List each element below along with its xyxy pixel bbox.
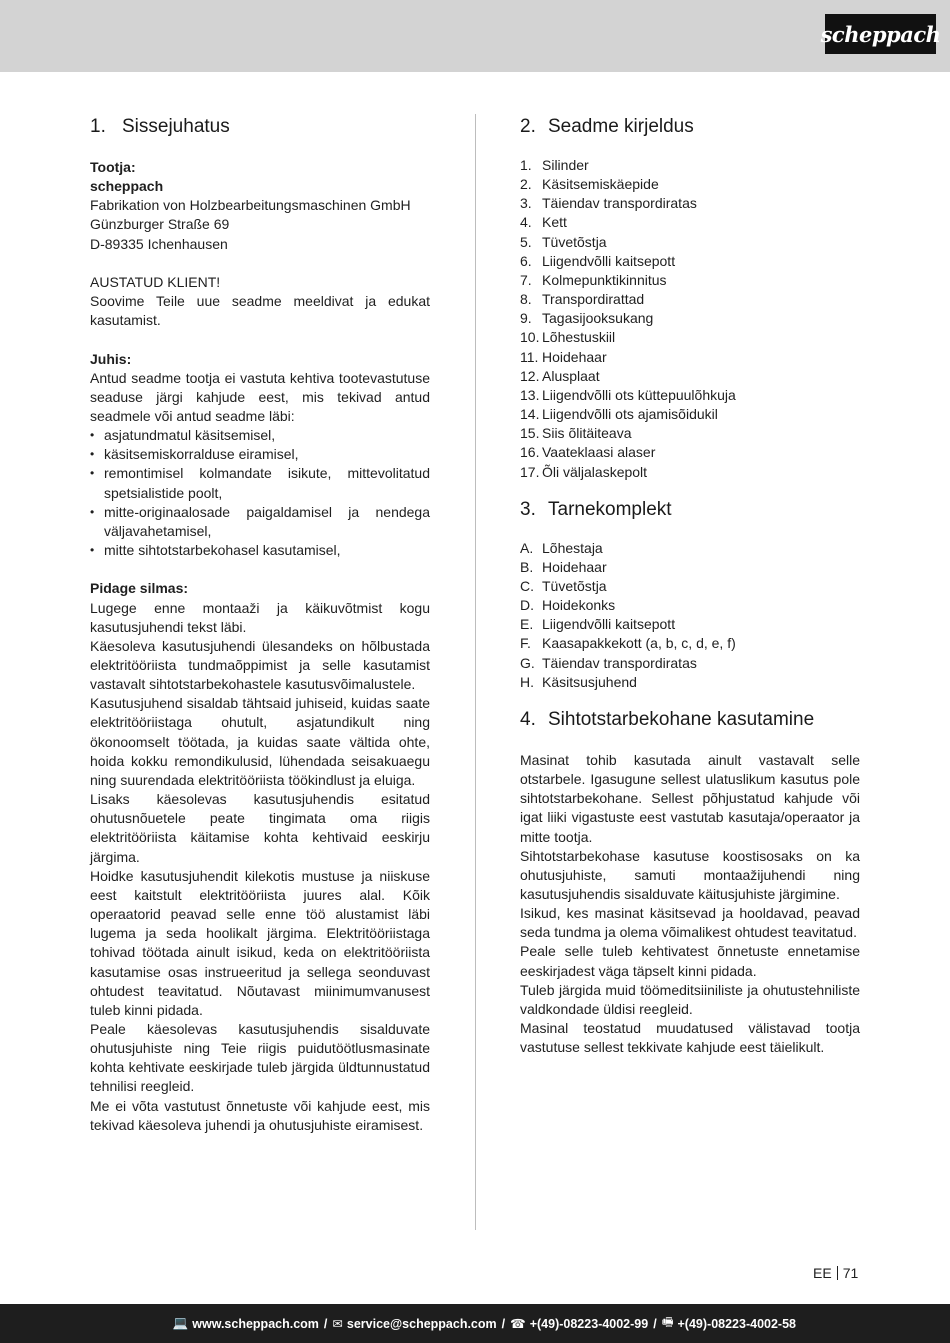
fax-icon: 🖷 xyxy=(661,1315,674,1329)
usage-paragraph: Masinat tohib kasutada ainult vastavalt selle otstarbele. Igasugune sellest ulatuslikum kasutus pole sihtotstarbekohane. Sellest põhjustatud kahjude või igat liiki vigastuste eest vastutab kasutaja/operaator ja mitte tootja. xyxy=(520,751,860,845)
observe-paragraph: Käesoleva kasutusjuhendi ülesandeks on hõlbustada elektritööriista tundmaõppimist ja selle kasutamist vastavalt sihtotstarbekohastele kasutusvõimalustele. xyxy=(90,637,430,693)
right-column xyxy=(520,116,860,1057)
scheppach-logo: scheppach xyxy=(825,14,936,54)
observe-paragraph: Me ei võta vastutust õnnetuste või kahjude eest, mis tekivad käesoleva juhendi ja ohutusjuhiste eiramisest. xyxy=(90,1097,430,1133)
list-item-number: H. xyxy=(520,673,534,690)
list-item xyxy=(520,175,860,194)
usage-paragraph: Peale selle tuleb kehtivatest õnnetuste ennetamise eeskirjadest väga täpselt kinni pidada. xyxy=(520,943,860,979)
section-4-heading xyxy=(520,709,860,731)
list-item-number: 6. xyxy=(520,252,532,269)
section-3-heading xyxy=(520,499,860,521)
list-item-text: Liigendvõlli kaitsepott xyxy=(542,616,676,633)
list-item-number: E. xyxy=(520,616,534,633)
section-title: Sihtotstarbekohane kasutamine xyxy=(548,708,815,730)
list-item-text: Lõhestaja xyxy=(542,539,603,556)
list-item-number: D. xyxy=(520,597,534,614)
list-item: • mitte sihtotstarbekohasel kasutamisel, xyxy=(90,541,430,560)
list-item-text: Kett xyxy=(542,214,567,231)
footer-separator: / xyxy=(653,1316,657,1331)
observe-paragraph: Hoidke kasutusjuhendit kilekotis mustuse ja niiskuse eest kaitstult elektritööriista juures alal. Kõik operaatorid peavad selle enne töö alustamist läbi lugema ja seda hoolikalt järgima. Elektritööriistaga tohivad töötada ainult isikud, keda on elektritööriista kasutamise osas instrueeritud ja sellega seonduvast ohtudest teavitatud. Nõutavast miinimumvanusest tuleb kinni pidada. xyxy=(90,867,430,1018)
list-item-text: Liigendvõlli ots ajamisõidukil xyxy=(542,406,718,423)
list-item xyxy=(520,405,860,424)
list-item-text: Alusplaat xyxy=(542,367,600,384)
list-item xyxy=(520,654,860,673)
list-item-text: Käsitsusjuhend xyxy=(542,673,637,690)
computer-icon: 💻 xyxy=(172,1316,189,1330)
section-number: 4. xyxy=(520,708,536,730)
note-text: Antud seadme tootja ei vastuta kehtiva tootevastutuse seaduse järgi kahjude eest, mis tekivad antud seadmele või antud seadme läbi: xyxy=(90,369,430,424)
greeting-text: Soovime Teile uue seadme meeldivat ja edukat kasutamist. xyxy=(90,293,430,329)
list-item-text: Transpordirattad xyxy=(542,291,645,308)
list-item-number: G. xyxy=(520,654,535,671)
list-item-number: 14. xyxy=(520,406,540,423)
list-item-text: Täiendav transpordiratas xyxy=(542,195,697,212)
list-item xyxy=(520,348,860,367)
list-item-number: 4. xyxy=(520,214,532,231)
list-item-text: Liigendvõlli kaitsepott xyxy=(542,252,676,269)
footer-separator: / xyxy=(501,1316,506,1331)
section-1-heading xyxy=(90,116,430,138)
list-item-number: 15. xyxy=(520,425,540,442)
device-parts-list xyxy=(520,156,860,482)
section-number: 3. xyxy=(520,498,536,520)
observe-label: Pidage silmas: xyxy=(90,580,189,597)
address-line: D-89335 Ichenhausen xyxy=(90,235,228,252)
observe-paragraph: Peale käesolevas kasutusjuhendis sisalduvate ohutusjuhiste ning Teie riigis puidutöötlusmasinate kohta kehtivate eeskirjade tuleb järgida üldtunnustatud tehnilisi reegleid. xyxy=(90,1020,430,1095)
list-item-number: C. xyxy=(520,577,534,594)
address-line: Fabrikation von Holzbearbeitungsmaschinen GmbH xyxy=(90,197,411,214)
list-item-text: Tagasijooksukang xyxy=(542,310,654,327)
phone-icon: ☎ xyxy=(510,1317,526,1331)
observe-paragraph: Kasutusjuhend sisaldab tähtsaid juhiseid, kuidas saate elektritööriistaga ohutult, asjatundikult ning ökonoomselt töötada, ja kuidas saate vältida ohte, hoida kokku remondikulusid, lühendada seisakuaegu ning suurendada elektritööriista töökindlust ja eluiga. xyxy=(90,695,430,788)
language-code: EE xyxy=(813,1265,832,1281)
list-item-number: F. xyxy=(520,635,531,652)
list-item xyxy=(520,271,860,290)
manufacturer-name: scheppach xyxy=(90,178,164,195)
list-item-text: Tüvetõstja xyxy=(542,233,607,250)
footer-fax: +(49)-08223-4002-58 xyxy=(677,1316,796,1331)
list-item-number: 16. xyxy=(520,444,540,461)
list-item xyxy=(520,252,860,271)
list-item-number: 7. xyxy=(520,271,532,288)
list-item: • mitte-originaalosade paigaldamisel ja nendega väljavahetamisel, xyxy=(90,503,430,541)
list-item-number: 8. xyxy=(520,291,532,308)
list-item-number: 11. xyxy=(520,348,539,365)
list-item xyxy=(520,156,860,175)
list-item xyxy=(520,596,860,615)
list-item-number: 10. xyxy=(520,329,540,346)
usage-paragraph: Sihtotstarbekohase kasutuse koostisosaks on ka ohutusjuhiste, samuti montaažijuhendi ning kasutusjuhendis sisalduvate käitusjuhiste järgimine. xyxy=(520,847,860,902)
list-item-text: Hoidekonks xyxy=(542,597,616,614)
list-item-number: 1. xyxy=(520,157,532,173)
footer-website-link[interactable]: www.scheppach.com xyxy=(192,1316,319,1331)
section-number: 2. xyxy=(520,116,536,137)
list-item xyxy=(520,194,860,213)
section-title: Seadme kirjeldus xyxy=(548,116,694,137)
list-item-text: Kaasapakkekott (a, b, c, d, e, f) xyxy=(542,635,736,652)
list-item xyxy=(520,539,860,558)
list-item: • käsitsemiskorralduse eiramisel, xyxy=(90,445,430,464)
section-2-heading xyxy=(520,116,860,138)
usage-paragraph: Isikud, kes masinat käsitsevad ja hooldavad, peavad seda tundma ja olema võimalikest ohtudest teavitatud. xyxy=(520,905,860,941)
list-item-number: B. xyxy=(520,558,534,575)
usage-paragraph: Tuleb järgida muid töömeditsiiniliste ja ohutustehniliste valdkondade üldisi reegleid. xyxy=(520,981,860,1017)
page-number xyxy=(813,1265,858,1281)
mail-icon: ✉ xyxy=(332,1317,343,1331)
list-item-number: 5. xyxy=(520,233,532,250)
list-item xyxy=(520,634,860,653)
list-item xyxy=(520,558,860,577)
list-item-text: Tüvetõstja xyxy=(542,577,607,594)
observe-paragraph: Lisaks käesolevas kasutusjuhendis esitatud ohutusnõuetele peate tingimata oma riigis elektritööriista käitamise kohta kehtivaid eeskirju järgima. xyxy=(90,791,430,865)
list-item xyxy=(520,290,860,309)
list-item xyxy=(520,615,860,634)
list-item xyxy=(520,386,860,405)
list-item-number: 17. xyxy=(520,463,540,480)
section-title: Tarnekomplekt xyxy=(548,498,672,520)
list-item-number: 9. xyxy=(520,310,532,327)
list-item-text: Vaateklaasi alaser xyxy=(542,444,656,461)
list-item-text: Hoidehaar xyxy=(542,558,607,575)
list-item: • asjatundmatul käsitsemisel, xyxy=(90,426,430,445)
left-column xyxy=(90,116,430,1135)
header-bar xyxy=(0,0,950,72)
list-item-text: Täiendav transpordiratas xyxy=(542,654,697,671)
list-item-text: Kolmepunktikinnitus xyxy=(542,271,667,288)
list-item xyxy=(520,233,860,252)
list-item-text: Silinder xyxy=(542,157,589,173)
list-item-number: 3. xyxy=(520,195,532,212)
manufacturer-label: Tootja: xyxy=(90,159,136,175)
list-item xyxy=(520,309,860,328)
list-item xyxy=(520,213,860,232)
list-item xyxy=(520,328,860,347)
list-item-text: Hoidehaar xyxy=(542,348,607,365)
list-item-text: Liigendvõlli ots küttepuulõhkuja xyxy=(542,386,736,403)
footer-phone: +(49)-08223-4002-99 xyxy=(529,1316,649,1331)
list-item-text: Lõhestuskiil xyxy=(542,329,616,346)
list-item xyxy=(520,424,860,443)
greeting: AUSTATUD KLIENT! xyxy=(90,273,221,290)
page-number-value: 71 xyxy=(842,1265,859,1281)
address-line: Günzburger Straße 69 xyxy=(90,216,230,233)
footer-separator: / xyxy=(323,1316,328,1331)
delivery-contents-list xyxy=(520,539,860,692)
list-item xyxy=(520,443,860,462)
footer-email-link[interactable]: service@scheppach.com xyxy=(346,1316,497,1331)
note-label: Juhis: xyxy=(90,350,132,367)
list-item-number: 2. xyxy=(520,176,532,193)
list-item: • remontimisel kolmandate isikute, mittevolitatud spetsialistide poolt, xyxy=(90,464,430,502)
usage-paragraph: Masinal teostatud muudatused välistavad tootja vastutuse sellest tekkivate kahjude eest täielikult. xyxy=(520,1020,860,1056)
list-item-number: 12. xyxy=(520,367,540,384)
list-item-text: Siis õlitäiteava xyxy=(542,425,632,442)
list-item-text: Käsitsemiskäepide xyxy=(542,176,659,193)
list-item-text: Õli väljalaskepolt xyxy=(542,463,648,480)
column-divider xyxy=(475,114,476,1230)
section-title: Sissejuhatus xyxy=(122,116,230,137)
observe-paragraph: Lugege enne montaaži ja käikuvõtmist kogu kasutusjuhendi tekst läbi. xyxy=(90,599,430,635)
note-bullet-list xyxy=(90,426,430,560)
list-item xyxy=(520,673,860,692)
list-item xyxy=(520,367,860,386)
list-item xyxy=(520,577,860,596)
list-item-number: 13. xyxy=(520,386,540,403)
list-item xyxy=(520,463,860,482)
footer-bar xyxy=(0,1304,950,1343)
list-item-number: A. xyxy=(520,539,534,556)
section-number: 1. xyxy=(90,116,106,137)
